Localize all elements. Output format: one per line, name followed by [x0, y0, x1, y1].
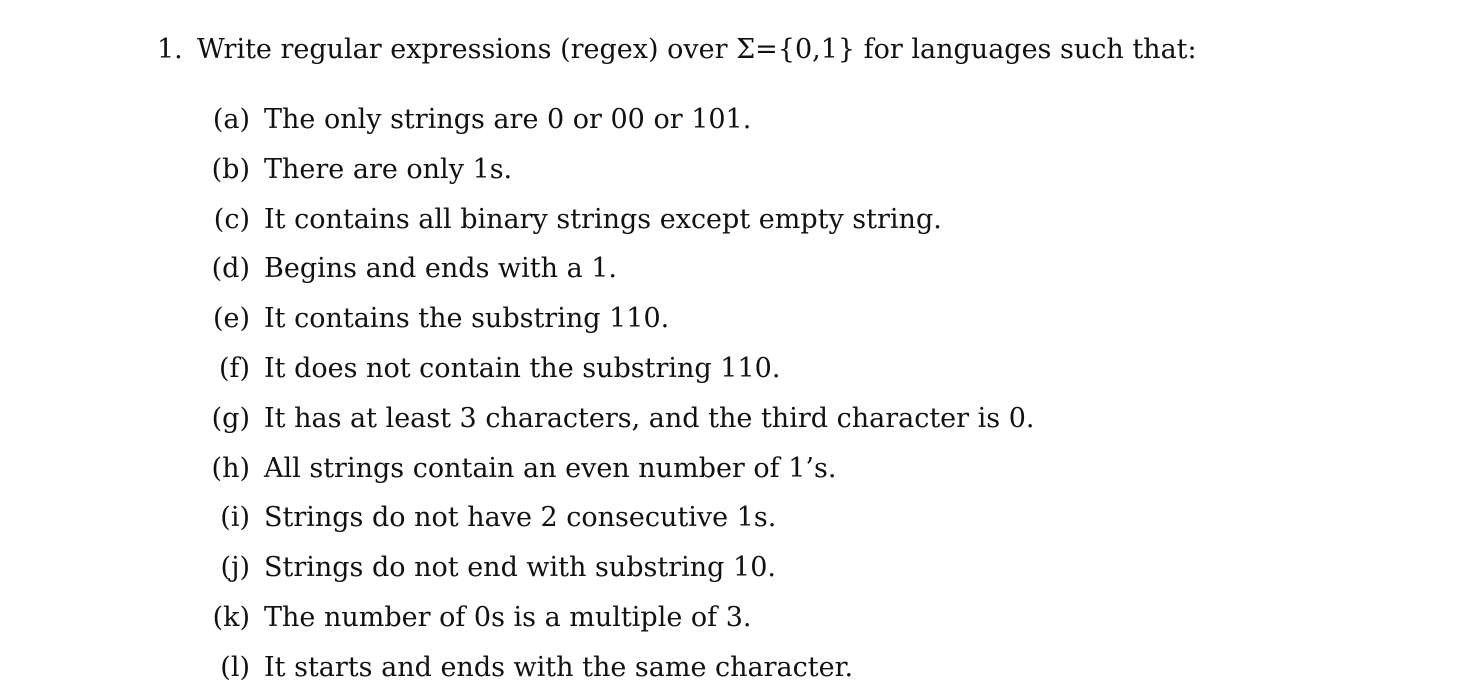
item-text: It does not contain the substring 110. [264, 352, 781, 384]
item-label: (b) [211, 153, 250, 185]
item-text: All strings contain an even number of 1’s. [264, 452, 837, 484]
item-text: It contains all binary strings except empty string. [264, 203, 942, 235]
list-item [198, 99, 1035, 149]
item-label: (k) [212, 601, 250, 633]
list-item [198, 348, 1035, 398]
item-text: The number of 0s is a multiple of 3. [264, 601, 752, 633]
list-item [198, 497, 1035, 547]
item-label: (i) [220, 502, 250, 534]
list-item [198, 597, 1035, 647]
item-label: (e) [212, 303, 250, 335]
item-label: (h) [211, 452, 250, 484]
item-text: There are only 1s. [264, 153, 513, 185]
list-item [198, 149, 1035, 199]
item-text: It starts and ends with the same character. [264, 651, 854, 683]
item-label: (l) [220, 651, 250, 683]
list-item [198, 448, 1035, 498]
question-number: 1. [157, 34, 183, 65]
list-item [198, 248, 1035, 298]
item-label: (j) [220, 552, 250, 584]
item-label: (f) [218, 352, 250, 384]
item-text: Strings do not end with substring 10. [264, 552, 776, 584]
item-text: Begins and ends with a 1. [264, 253, 618, 285]
list-item [198, 298, 1035, 348]
list-item [198, 647, 1035, 697]
item-label: (c) [213, 203, 250, 235]
list-item [198, 547, 1035, 597]
item-text: The only strings are 0 or 00 or 101. [264, 104, 752, 135]
list-item [198, 199, 1035, 249]
question-heading [157, 31, 1197, 69]
item-text: Strings do not have 2 consecutive 1s. [264, 502, 777, 534]
list-item [198, 398, 1035, 448]
item-label: (d) [211, 253, 250, 285]
question-items-list [198, 99, 1035, 697]
item-text: It has at least 3 characters, and the third character is 0. [264, 402, 1035, 434]
item-label: (g) [211, 402, 250, 434]
item-text: It contains the substring 110. [264, 303, 670, 335]
item-label: (a) [212, 104, 250, 135]
question-text: Write regular expressions (regex) over Σ={0,1} for languages such that: [197, 34, 1197, 65]
